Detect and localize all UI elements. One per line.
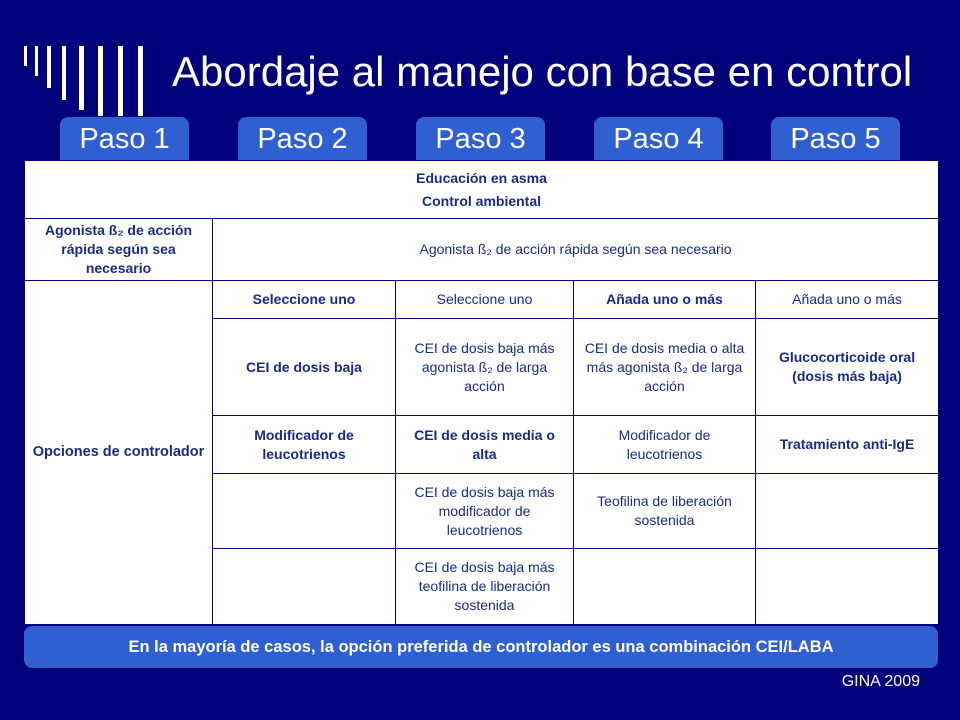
option-r1-step4: CEI de dosis media o alta más agonista ß₂ de larga acción [574, 319, 756, 416]
option-r4-step3: CEI de dosis baja más teofilina de liberación sostenida [396, 549, 574, 625]
header-step5: Añada uno o más [756, 281, 939, 319]
education-cell [25, 161, 939, 219]
option-r2-step4: Modificador de leucotrienos [574, 416, 756, 474]
page-title: Abordaje al manejo con base en control [172, 48, 913, 95]
education-label: Educación en asma [416, 169, 547, 186]
option-r2-step3: CEI de dosis media o alta [396, 416, 574, 474]
option-r4-step4 [574, 549, 756, 625]
option-r3-step2 [213, 474, 396, 549]
reliever-main-cell: Agonista ß₂ de acción rápida según sea necesario [213, 219, 939, 281]
tab-paso-1[interactable]: Paso 1 [60, 117, 189, 161]
header-step4: Añada uno o más [574, 281, 756, 319]
option-r4-step2 [213, 549, 396, 625]
reliever-step1-cell: Agonista ß₂ de acción rápida según sea necesario [25, 219, 213, 281]
header-step2: Seleccione uno [213, 281, 396, 319]
tab-paso-3[interactable]: Paso 3 [416, 117, 545, 161]
option-r4-step5 [756, 549, 939, 625]
source-label: GINA 2009 [841, 673, 920, 690]
treatment-table [24, 160, 939, 625]
option-r3-step3: CEI de dosis baja más modificador de leucotrienos [396, 474, 574, 549]
tab-paso-4[interactable]: Paso 4 [594, 117, 723, 161]
footer-note: En la mayoría de casos, la opción preferida de controlador es una combinación CEI/LABA [24, 626, 938, 668]
option-r1-step5: Glucocorticoide oral (dosis más baja) [756, 319, 939, 416]
option-r3-step5 [756, 474, 939, 549]
option-r2-step5: Tratamiento anti-IgE [756, 416, 939, 474]
option-r1-step3: CEI de dosis baja más agonista ß₂ de larga acción [396, 319, 574, 416]
option-r3-step4: Teofilina de liberación sostenida [574, 474, 756, 549]
environment-label: Control ambiental [422, 192, 542, 209]
tab-paso-2[interactable]: Paso 2 [238, 117, 367, 161]
decorative-bars [24, 46, 164, 116]
option-r2-step2: Modificador de leucotrienos [213, 416, 396, 474]
controller-options-label: Opciones de controlador [25, 281, 213, 625]
option-r1-step2: CEI de dosis baja [213, 319, 396, 416]
header-step3: Seleccione uno [396, 281, 574, 319]
tab-paso-5[interactable]: Paso 5 [771, 117, 900, 161]
